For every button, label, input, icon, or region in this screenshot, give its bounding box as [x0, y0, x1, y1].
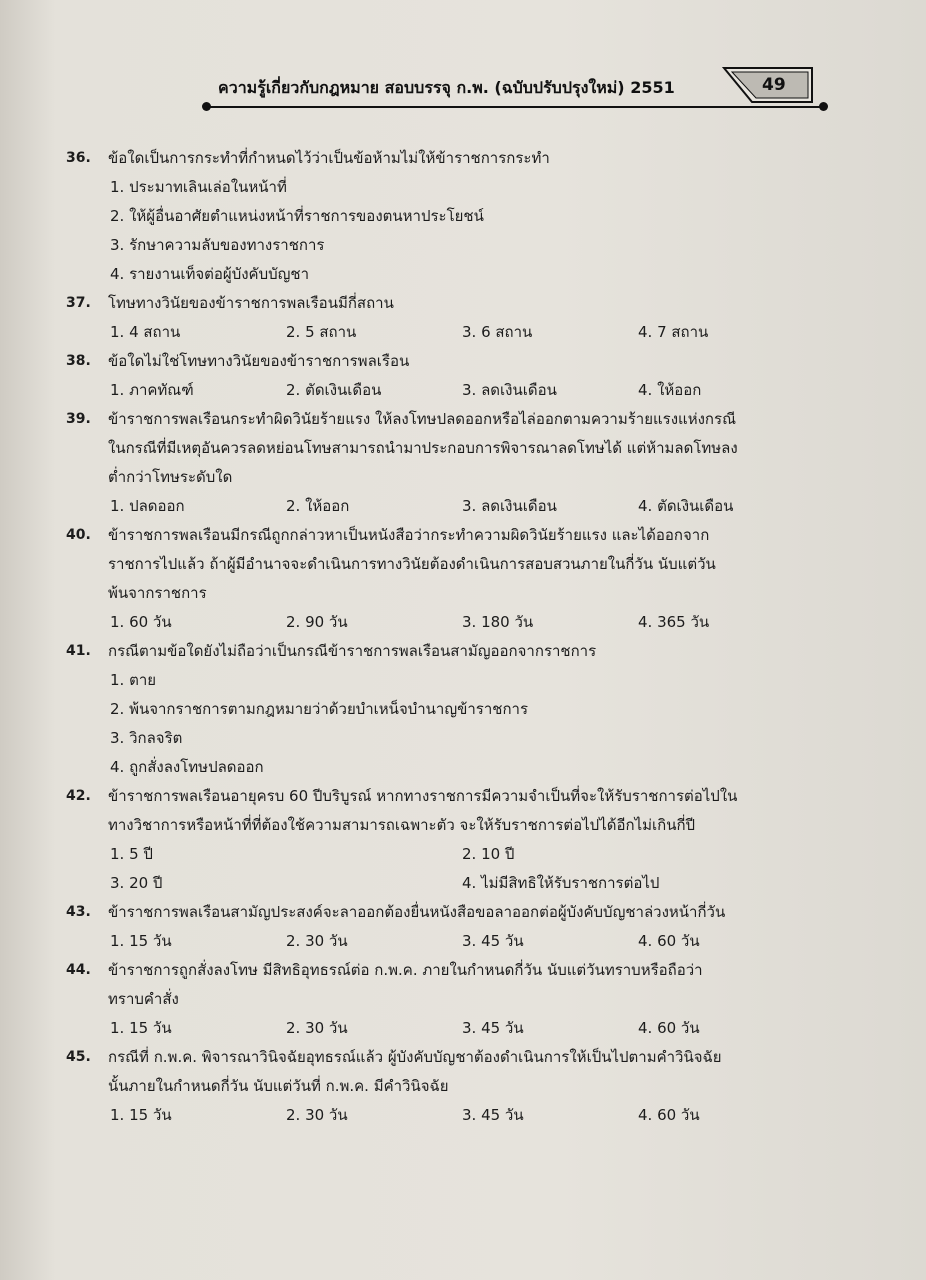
- option-1: 1. 4 สถาน: [110, 323, 181, 341]
- question-number: 36.: [66, 150, 91, 166]
- question-42: [66, 782, 826, 898]
- question-line: กรณีที่ ก.พ.ค. พิจารณาวินิจฉัยอุทธรณ์แล้ว ผู้บังคับบัญชาต้องดำเนินการให้เป็นไปตามคำวินิจฉัย: [108, 1048, 722, 1066]
- option-2: 2. 30 วัน: [286, 1106, 348, 1124]
- question-line: ข้าราชการพลเรือนอายุครบ 60 ปีบริบูรณ์ หากทางราชการมีความจำเป็นที่จะให้รับราชการต่อไปใน: [108, 787, 738, 805]
- question-41: [66, 637, 826, 782]
- question-line: ทราบคำสั่ง: [108, 990, 179, 1008]
- question-text: [108, 144, 826, 173]
- option-3: 3. 45 วัน: [462, 1106, 524, 1124]
- option-1: 1. 15 วัน: [110, 1106, 172, 1124]
- options: [66, 492, 826, 521]
- header-rule-dot-left: [202, 102, 211, 111]
- question-text: [108, 1043, 826, 1101]
- question-text: [108, 637, 826, 666]
- option-3: 3. ลดเงินเดือน: [462, 497, 557, 515]
- question-text: [108, 782, 826, 840]
- options: [66, 173, 826, 289]
- option-3: 3. ลดเงินเดือน: [462, 381, 557, 399]
- question-line: ราชการไปแล้ว ถ้าผู้มีอำนาจจะดำเนินการทางวินัยต้องดำเนินการสอบสวนภายในกี่วัน นับแต่วัน: [108, 555, 716, 573]
- option-3: 3. 45 วัน: [462, 932, 524, 950]
- option-4: 4. 7 สถาน: [638, 323, 709, 341]
- question-number: 39.: [66, 411, 91, 427]
- option-4: 4. ตัดเงินเดือน: [638, 497, 734, 515]
- question-line: กรณีตามข้อใดยังไม่ถือว่าเป็นกรณีข้าราชการพลเรือนสามัญออกจากราชการ: [108, 642, 597, 660]
- option-2: 2. ให้ออก: [286, 497, 350, 515]
- option-2: 2. ให้ผู้อื่นอาศัยตำแหน่งหน้าที่ราชการของตนหาประโยชน์: [110, 207, 484, 225]
- question-list: [66, 144, 826, 1130]
- option-1: 1. 15 วัน: [110, 1019, 172, 1037]
- option-1: 1. 15 วัน: [110, 932, 172, 950]
- option-1: 1. 60 วัน: [110, 613, 172, 631]
- question-line: ต่ำกว่าโทษระดับใด: [108, 468, 233, 486]
- question-39: [66, 405, 826, 521]
- option-1: 1. ภาคทัณฑ์: [110, 381, 194, 399]
- page-number: 49: [762, 75, 786, 95]
- running-header: [200, 66, 822, 116]
- question-number: 38.: [66, 353, 91, 369]
- header-rule: [208, 106, 822, 108]
- question-number: 40.: [66, 527, 91, 543]
- option-1: 1. ประมาทเลินเล่อในหน้าที่: [110, 178, 287, 196]
- question-number: 44.: [66, 962, 91, 978]
- option-3: 3. 45 วัน: [462, 1019, 524, 1037]
- option-2: 2. 30 วัน: [286, 1019, 348, 1037]
- question-text: [108, 289, 826, 318]
- question-text: [108, 405, 826, 492]
- option-2: 2. 10 ปี: [462, 845, 515, 863]
- option-4: 4. รายงานเท็จต่อผู้บังคับบัญชา: [110, 265, 309, 283]
- question-number: 45.: [66, 1049, 91, 1065]
- option-1: 1. 5 ปี: [110, 845, 153, 863]
- option-4: 4. 60 วัน: [638, 932, 700, 950]
- option-1: 1. ปลดออก: [110, 497, 185, 515]
- option-2: 2. 30 วัน: [286, 932, 348, 950]
- question-40: [66, 521, 826, 637]
- question-line: ข้าราชการถูกสั่งลงโทษ มีสิทธิอุทธรณ์ต่อ ก.พ.ค. ภายในกำหนดกี่วัน นับแต่วันทราบหรือถือว่า: [108, 961, 703, 979]
- options: [66, 1101, 826, 1130]
- question-text: [108, 956, 826, 1014]
- options: [66, 608, 826, 637]
- header-rule-dot-right: [819, 102, 828, 111]
- option-4: 4. ไม่มีสิทธิให้รับราชการต่อไป: [462, 874, 660, 892]
- option-3: 3. รักษาความลับของทางราชการ: [110, 236, 325, 254]
- question-line: ข้าราชการพลเรือนสามัญประสงค์จะลาออกต้องยื่นหนังสือขอลาออกต่อผู้บังคับบัญชาล่วงหน้ากี่วัน: [108, 903, 726, 921]
- page-number-badge: [722, 66, 814, 104]
- question-number: 42.: [66, 788, 91, 804]
- question-38: [66, 347, 826, 405]
- option-4: 4. ถูกสั่งลงโทษปลดออก: [110, 758, 264, 776]
- option-4: 4. 60 วัน: [638, 1106, 700, 1124]
- question-number: 41.: [66, 643, 91, 659]
- question-line: ข้อใดไม่ใช่โทษทางวินัยของข้าราชการพลเรือน: [108, 352, 410, 370]
- question-line: พ้นจากราชการ: [108, 584, 207, 602]
- options: [66, 318, 826, 347]
- question-44: [66, 956, 826, 1043]
- option-3: 3. 6 สถาน: [462, 323, 533, 341]
- question-line: ข้าราชการพลเรือนมีกรณีถูกกล่าวหาเป็นหนังสือว่ากระทำความผิดวินัยร้ายแรง และได้ออกจาก: [108, 526, 710, 544]
- question-line: ในกรณีที่มีเหตุอันควรลดหย่อนโทษสามารถนำมาประกอบการพิจารณาลดโทษได้ แต่ห้ามลดโทษลง: [108, 439, 738, 457]
- question-36: [66, 144, 826, 289]
- question-line: ทางวิชาการหรือหน้าที่ที่ต้องใช้ความสามารถเฉพาะตัว จะให้รับราชการต่อไปได้อีกไม่เกินกี่ปี: [108, 816, 696, 834]
- question-line: ข้อใดเป็นการกระทำที่กำหนดไว้ว่าเป็นข้อห้ามไม่ให้ข้าราชการกระทำ: [108, 149, 550, 167]
- question-number: 37.: [66, 295, 91, 311]
- options: [66, 927, 826, 956]
- options: [66, 1014, 826, 1043]
- question-45: [66, 1043, 826, 1130]
- question-37: [66, 289, 826, 347]
- option-2: 2. ตัดเงินเดือน: [286, 381, 382, 399]
- option-4: 4. 365 วัน: [638, 613, 710, 631]
- options: [66, 840, 826, 898]
- question-text: [108, 898, 826, 927]
- question-line: นั้นภายในกำหนดกี่วัน นับแต่วันที่ ก.พ.ค. มีคำวินิจฉัย: [108, 1077, 449, 1095]
- option-4: 4. 60 วัน: [638, 1019, 700, 1037]
- question-text: [108, 347, 826, 376]
- question-43: [66, 898, 826, 956]
- option-3: 3. วิกลจริต: [110, 729, 183, 747]
- question-text: [108, 521, 826, 608]
- options: [66, 376, 826, 405]
- option-2: 2. 5 สถาน: [286, 323, 357, 341]
- header-title: ความรู้เกี่ยวกับกฎหมาย สอบบรรจุ ก.พ. (ฉบับปรับปรุงใหม่) 2551: [218, 78, 675, 97]
- option-3: 3. 180 วัน: [462, 613, 534, 631]
- option-3: 3. 20 ปี: [110, 874, 163, 892]
- option-4: 4. ให้ออก: [638, 381, 702, 399]
- option-2: 2. พ้นจากราชการตามกฎหมายว่าด้วยบำเหน็จบำนาญข้าราชการ: [110, 700, 529, 718]
- question-line: ข้าราชการพลเรือนกระทำผิดวินัยร้ายแรง ให้ลงโทษปลดออกหรือไล่ออกตามความร้ายแรงแห่งกรณี: [108, 410, 736, 428]
- options: [66, 666, 826, 782]
- question-line: โทษทางวินัยของข้าราชการพลเรือนมีกี่สถาน: [108, 294, 394, 312]
- option-2: 2. 90 วัน: [286, 613, 348, 631]
- option-1: 1. ตาย: [110, 671, 157, 689]
- question-number: 43.: [66, 904, 91, 920]
